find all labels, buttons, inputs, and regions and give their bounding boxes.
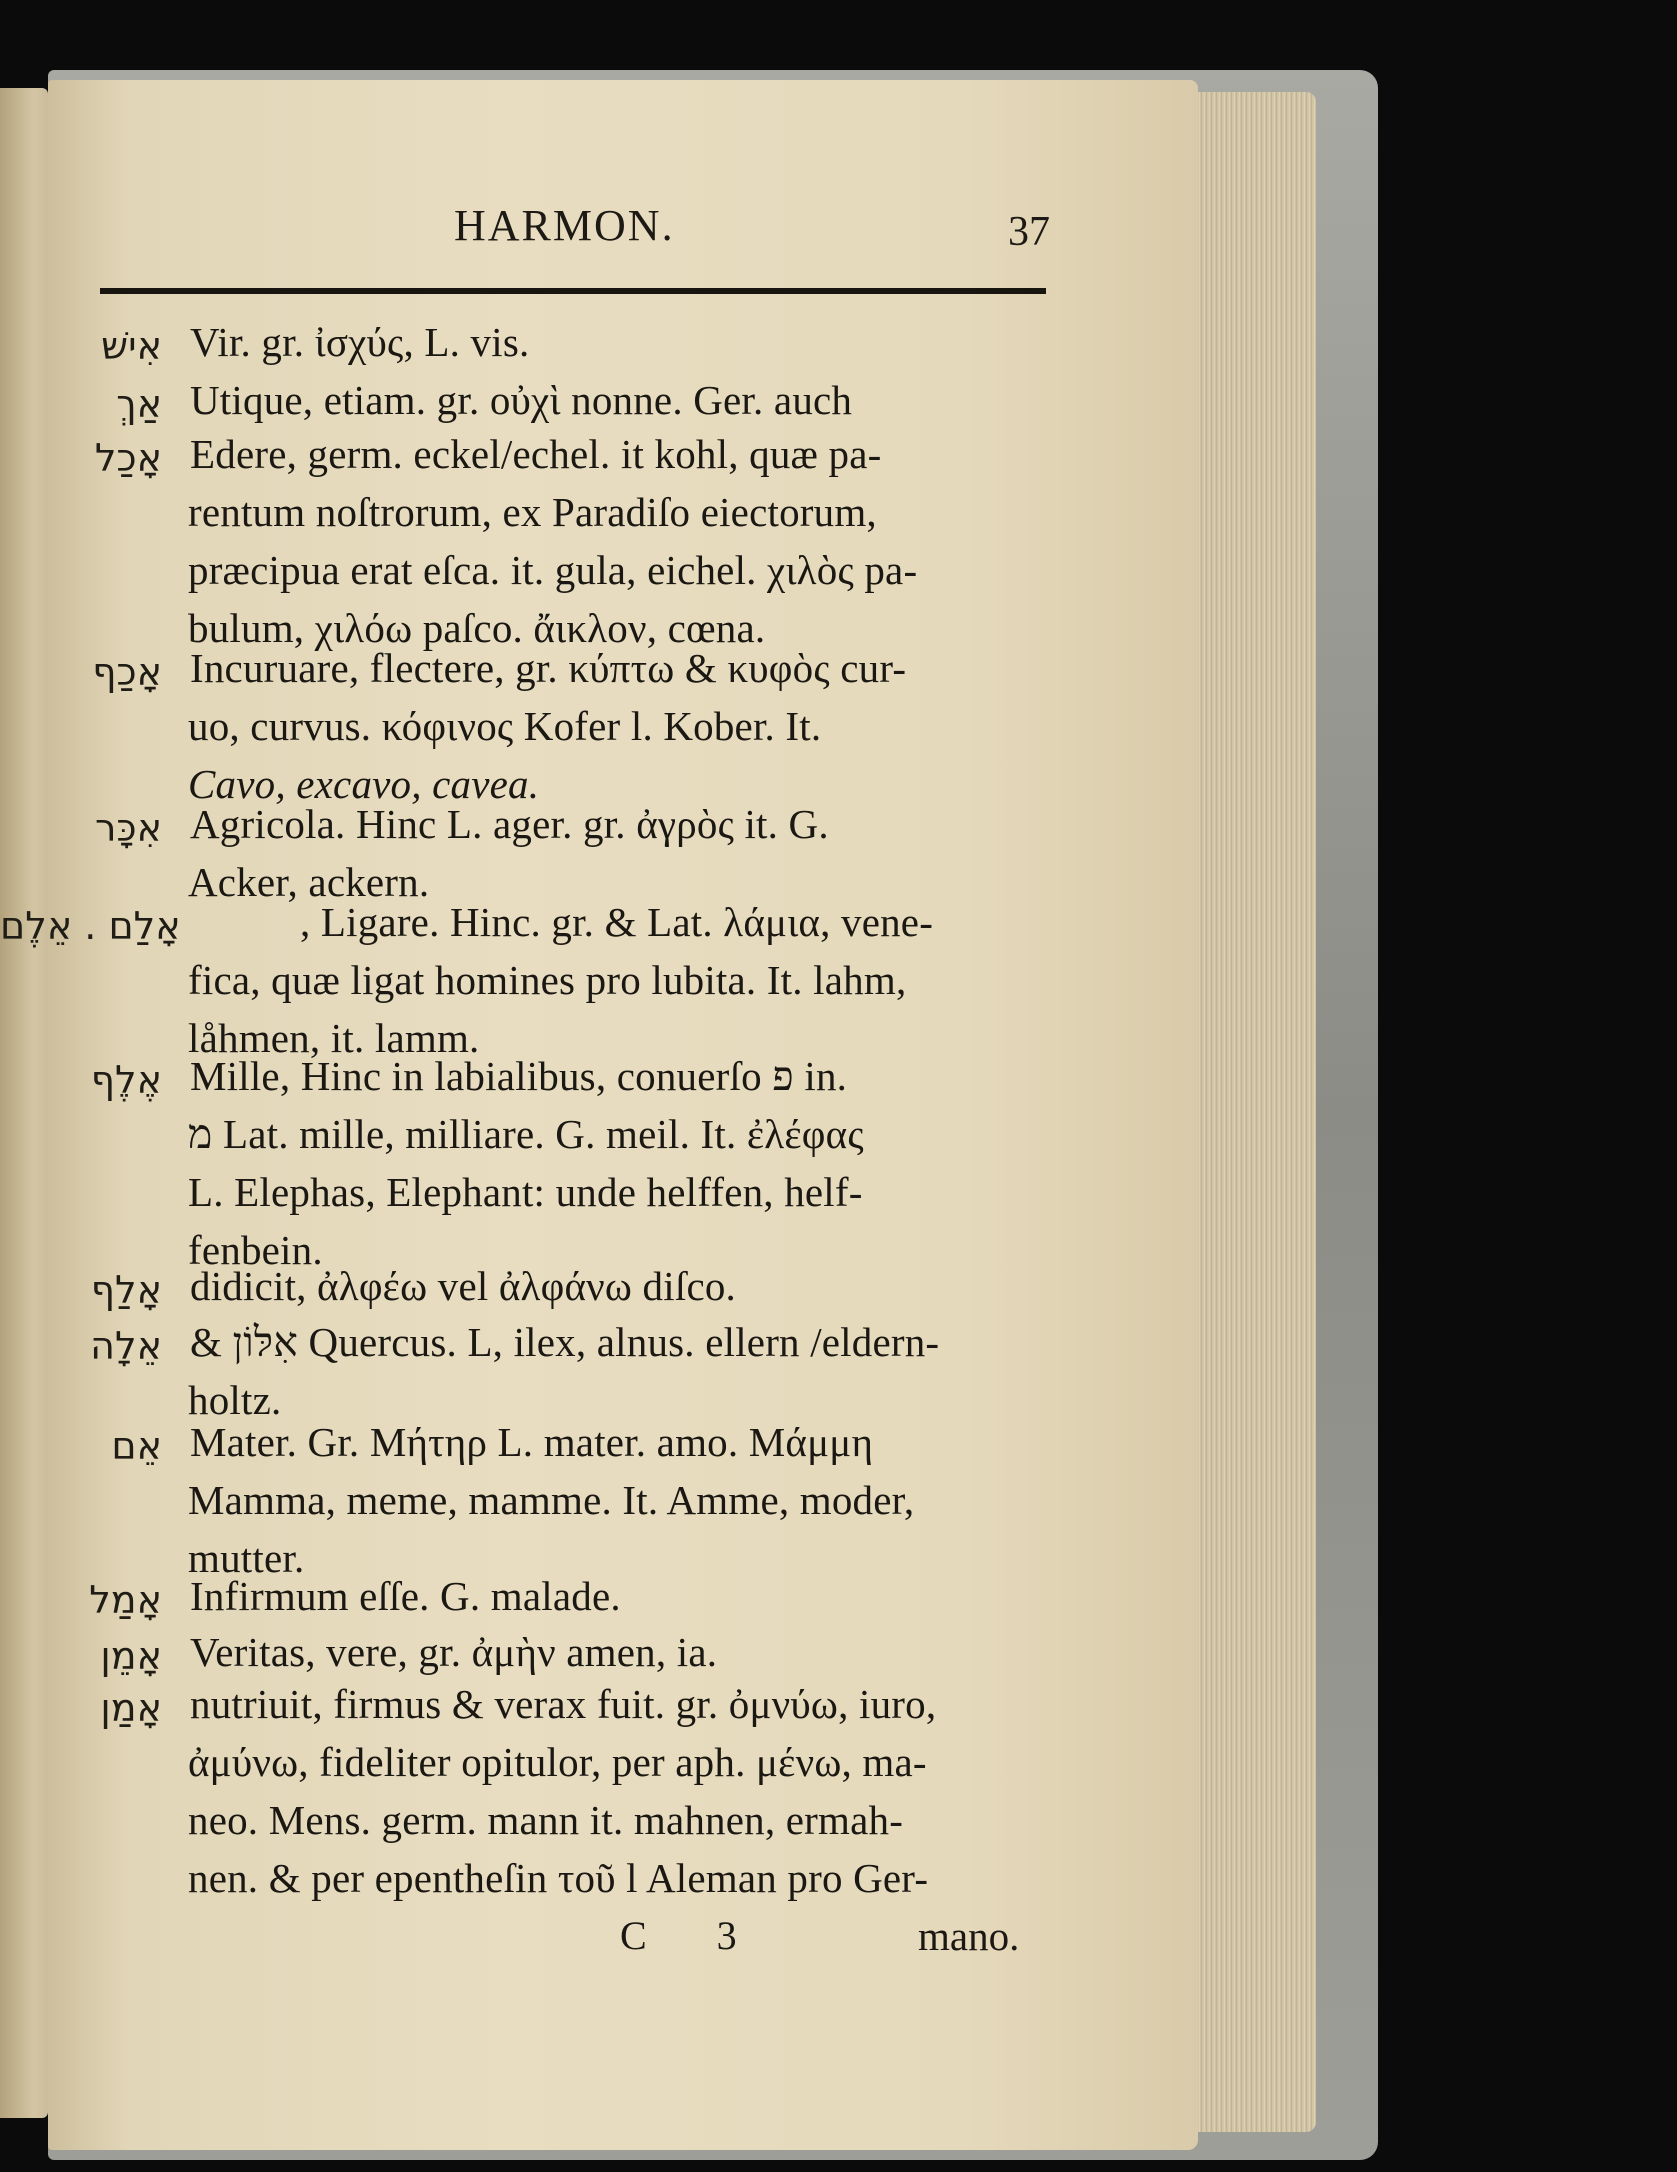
entry-line: nutriuit, firmus & verax fuit. gr. ὀμνύω, iuro,: [190, 1681, 937, 1727]
page-number: 37: [1008, 209, 1050, 255]
signature-mark: C 3: [620, 1913, 767, 1958]
headword: אַךְ: [116, 382, 162, 426]
entry-line: Edere, germ. eckel/echel. it kohl, quæ pa-: [190, 431, 882, 477]
entry-line: holtz.: [188, 1377, 282, 1423]
headword: אָכַף: [92, 650, 162, 694]
entry-line: Veritas, vere, gr. ἀμὴν amen, ia.: [190, 1629, 718, 1675]
headword: אָמַל: [89, 1578, 162, 1622]
page-edges: [1198, 92, 1316, 2132]
entry-line: Incuruare, flectere, gr. κύπτω & κυφὸς cur-: [190, 645, 907, 691]
entry-line: Mater. Gr. Μήτηρ L. mater. amo. Μάμμη: [190, 1419, 874, 1465]
entry-line: Acker, ackern.: [188, 859, 430, 905]
entry-line: Agricola. Hinc L. ager. gr. ἀγρὸς it. G.: [190, 801, 829, 847]
headword: אֵלָה: [90, 1324, 162, 1368]
entry-line: mutter.: [188, 1535, 305, 1581]
headword: אֵם: [111, 1424, 162, 1468]
headword: אָלַם . אֵלֶם: [0, 904, 181, 948]
entry-line: præcipua erat eſca. it. gula, eichel. χιλὸς pa-: [188, 547, 918, 593]
entry-line: neo. Mens. germ. mann it. mahnen, ermah-: [188, 1797, 904, 1843]
entry-line: Utique, etiam. gr. οὐχὶ nonne. Ger. auch: [190, 377, 853, 423]
entry-line: Vir. gr. ἰσχύς, L. vis.: [190, 319, 530, 365]
entry-line: rentum noſtrorum, ex Paradiſo eiectorum,: [188, 489, 877, 535]
catchword: mano.: [918, 1913, 1020, 1959]
entry-line: låhmen, it. lamm.: [188, 1015, 480, 1061]
entry-line: Mille, Hinc in labialibus, conuerſo פ in.: [190, 1053, 848, 1099]
entry-line: fenbein.: [188, 1227, 323, 1273]
entry-line: , Ligare. Hinc. gr. & Lat. λάμια, vene-: [300, 899, 934, 945]
entry-line: nen. & per epentheſin τοῦ l Aleman pro Ger-: [188, 1855, 929, 1901]
entry-line: fica, quæ ligat homines pro lubita. It. lahm,: [188, 957, 907, 1003]
entry-line: ἀμύνω, fideliter opitulor, per aph. μένω, ma-: [188, 1739, 927, 1785]
entry-line: uo, curvus. κόφινος Kofer l. Kober. It.: [188, 703, 822, 749]
headword: אֶלֶף: [90, 1058, 162, 1102]
headword: אָלַף: [90, 1268, 162, 1312]
header-rule: [100, 288, 1046, 294]
entry-line: מ Lat. mille, milliare. G. meil. It. ἐλέφας: [188, 1111, 864, 1157]
headword: אִישׁ: [101, 324, 162, 368]
entry-line: Mamma, meme, mamme. It. Amme, moder,: [188, 1477, 915, 1523]
headword: אָמֵן: [100, 1634, 162, 1678]
entry-line: & אִלּוֹן Quercus. L, ilex, alnus. ellern /eldern-: [190, 1319, 940, 1365]
running-head: HARMON.: [454, 201, 675, 250]
entry-line: L. Elephas, Elephant: unde helffen, helf-: [188, 1169, 863, 1215]
entry-line: bulum, χιλόω paſco. ἄικλον, cœna.: [188, 605, 766, 651]
headword: אָמַן: [100, 1686, 162, 1730]
headword: אָכַל: [94, 436, 162, 480]
entry-line: Cavo, excavo, cavea.: [188, 761, 540, 807]
headword: אִכָּר: [95, 806, 162, 850]
entry-line: didicit, ἀλφέω vel ἀλφάνω diſco.: [190, 1263, 736, 1309]
entry-line: Infirmum eſſe. G. malade.: [190, 1573, 621, 1619]
